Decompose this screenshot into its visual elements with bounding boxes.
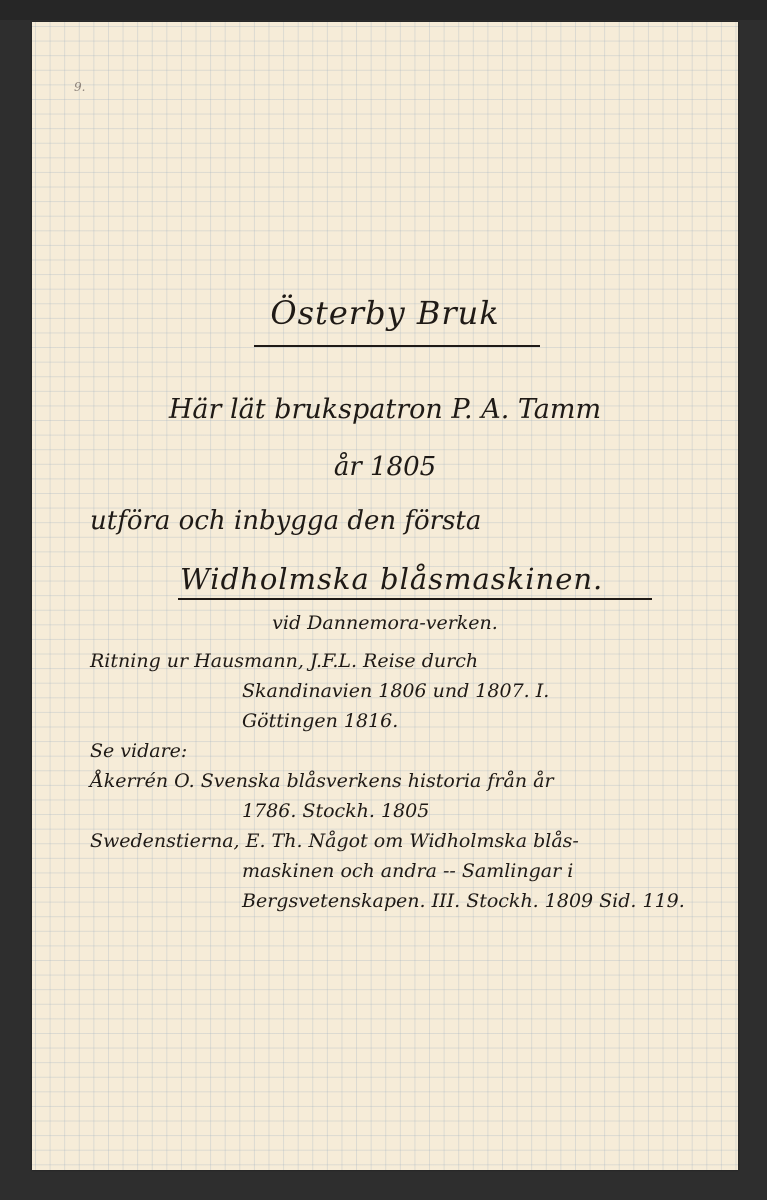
heading-line-5: vid Dannemora-verken.	[272, 612, 498, 634]
heading-line-4: Widholmska blåsmaskinen.	[180, 562, 604, 596]
reference-line: maskinen och andra -- Samlingar i	[242, 860, 574, 882]
heading-line-3: utföra och inbygga den första	[90, 506, 482, 536]
reference-line: Åkerrén O. Svenska blåsverkens historia från år	[90, 770, 554, 792]
title-underline	[254, 345, 540, 347]
heading-line-1: Här lät brukspatron P. A. Tamm	[168, 394, 602, 425]
page-number: 9.	[74, 80, 86, 94]
subtitle-underline	[178, 598, 652, 600]
reference-line: Göttingen 1816.	[242, 710, 399, 732]
reference-line: Bergsvetenskapen. III. Stockh. 1809 Sid. 119.	[242, 890, 685, 912]
heading-line-2: år 1805	[333, 452, 437, 482]
handwritten-page	[32, 22, 738, 1170]
reference-line: Swedenstierna, E. Th. Något om Widholmska blås-	[90, 830, 579, 852]
reference-line: 1786. Stockh. 1805	[242, 800, 430, 822]
page-title: Österby Bruk	[270, 294, 500, 332]
reference-line: Se vidare:	[90, 740, 188, 762]
scan-border	[0, 0, 767, 20]
reference-line: Skandinavien 1806 und 1807. I.	[242, 680, 550, 702]
reference-line: Ritning ur Hausmann, J.F.L. Reise durch	[90, 650, 479, 672]
